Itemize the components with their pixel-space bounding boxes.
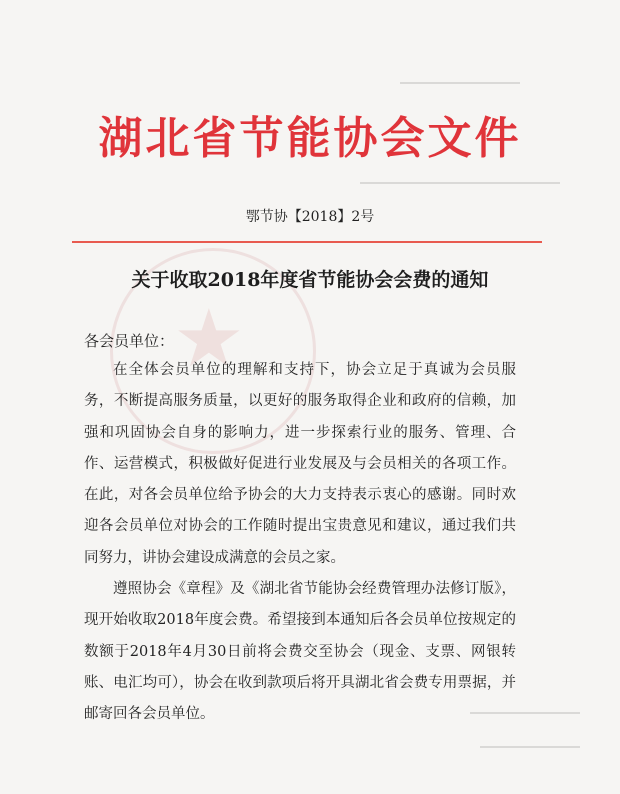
red-divider-line bbox=[72, 241, 542, 243]
body-paragraph: 在全体会员单位的理解和支持下，协会立足于真诚为会员服务，不断提高服务质量，以更好的服务取得企业和政府的信赖，加强和巩固协会自身的影响力，进一步探索行业的服务、管理、合作、运营模式，积极做好促进行业发展及与会员相关的各项工作。在此，对各会员单位给予协会的大力支持表示衷心的感谢。同时欢迎各会员单位对协会的工作随时提出宝贵意见和建议，通过我们共同努力，讲协会建设成满意的会员之家。 bbox=[84, 362, 516, 566]
salutation: 各会员单位： bbox=[84, 332, 175, 350]
document-number: 鄂节协【2018】2号 bbox=[245, 209, 375, 225]
bleed-through-mark bbox=[360, 182, 560, 192]
star-icon: ★ bbox=[173, 292, 245, 385]
body-paragraph: 遵照协会《章程》及《湖北省节能协会经费管理办法修订版》，现开始收取2018年度会费。希望接到本通知后各会员单位按规定的数额于2018年4月30日前将会费交至协会（现金、支票、网银转账、电汇均可），协会在收到款项后将开具湖北省会费专用票据，并邮寄回各会员单位。 bbox=[84, 581, 516, 723]
notice-title: 关于收取2018年度省节能协会会费的通知 bbox=[131, 269, 489, 291]
bleed-through-mark bbox=[400, 82, 520, 92]
bleed-through-mark bbox=[480, 746, 580, 756]
document-header-title: 湖北省节能协会文件 bbox=[98, 113, 522, 164]
